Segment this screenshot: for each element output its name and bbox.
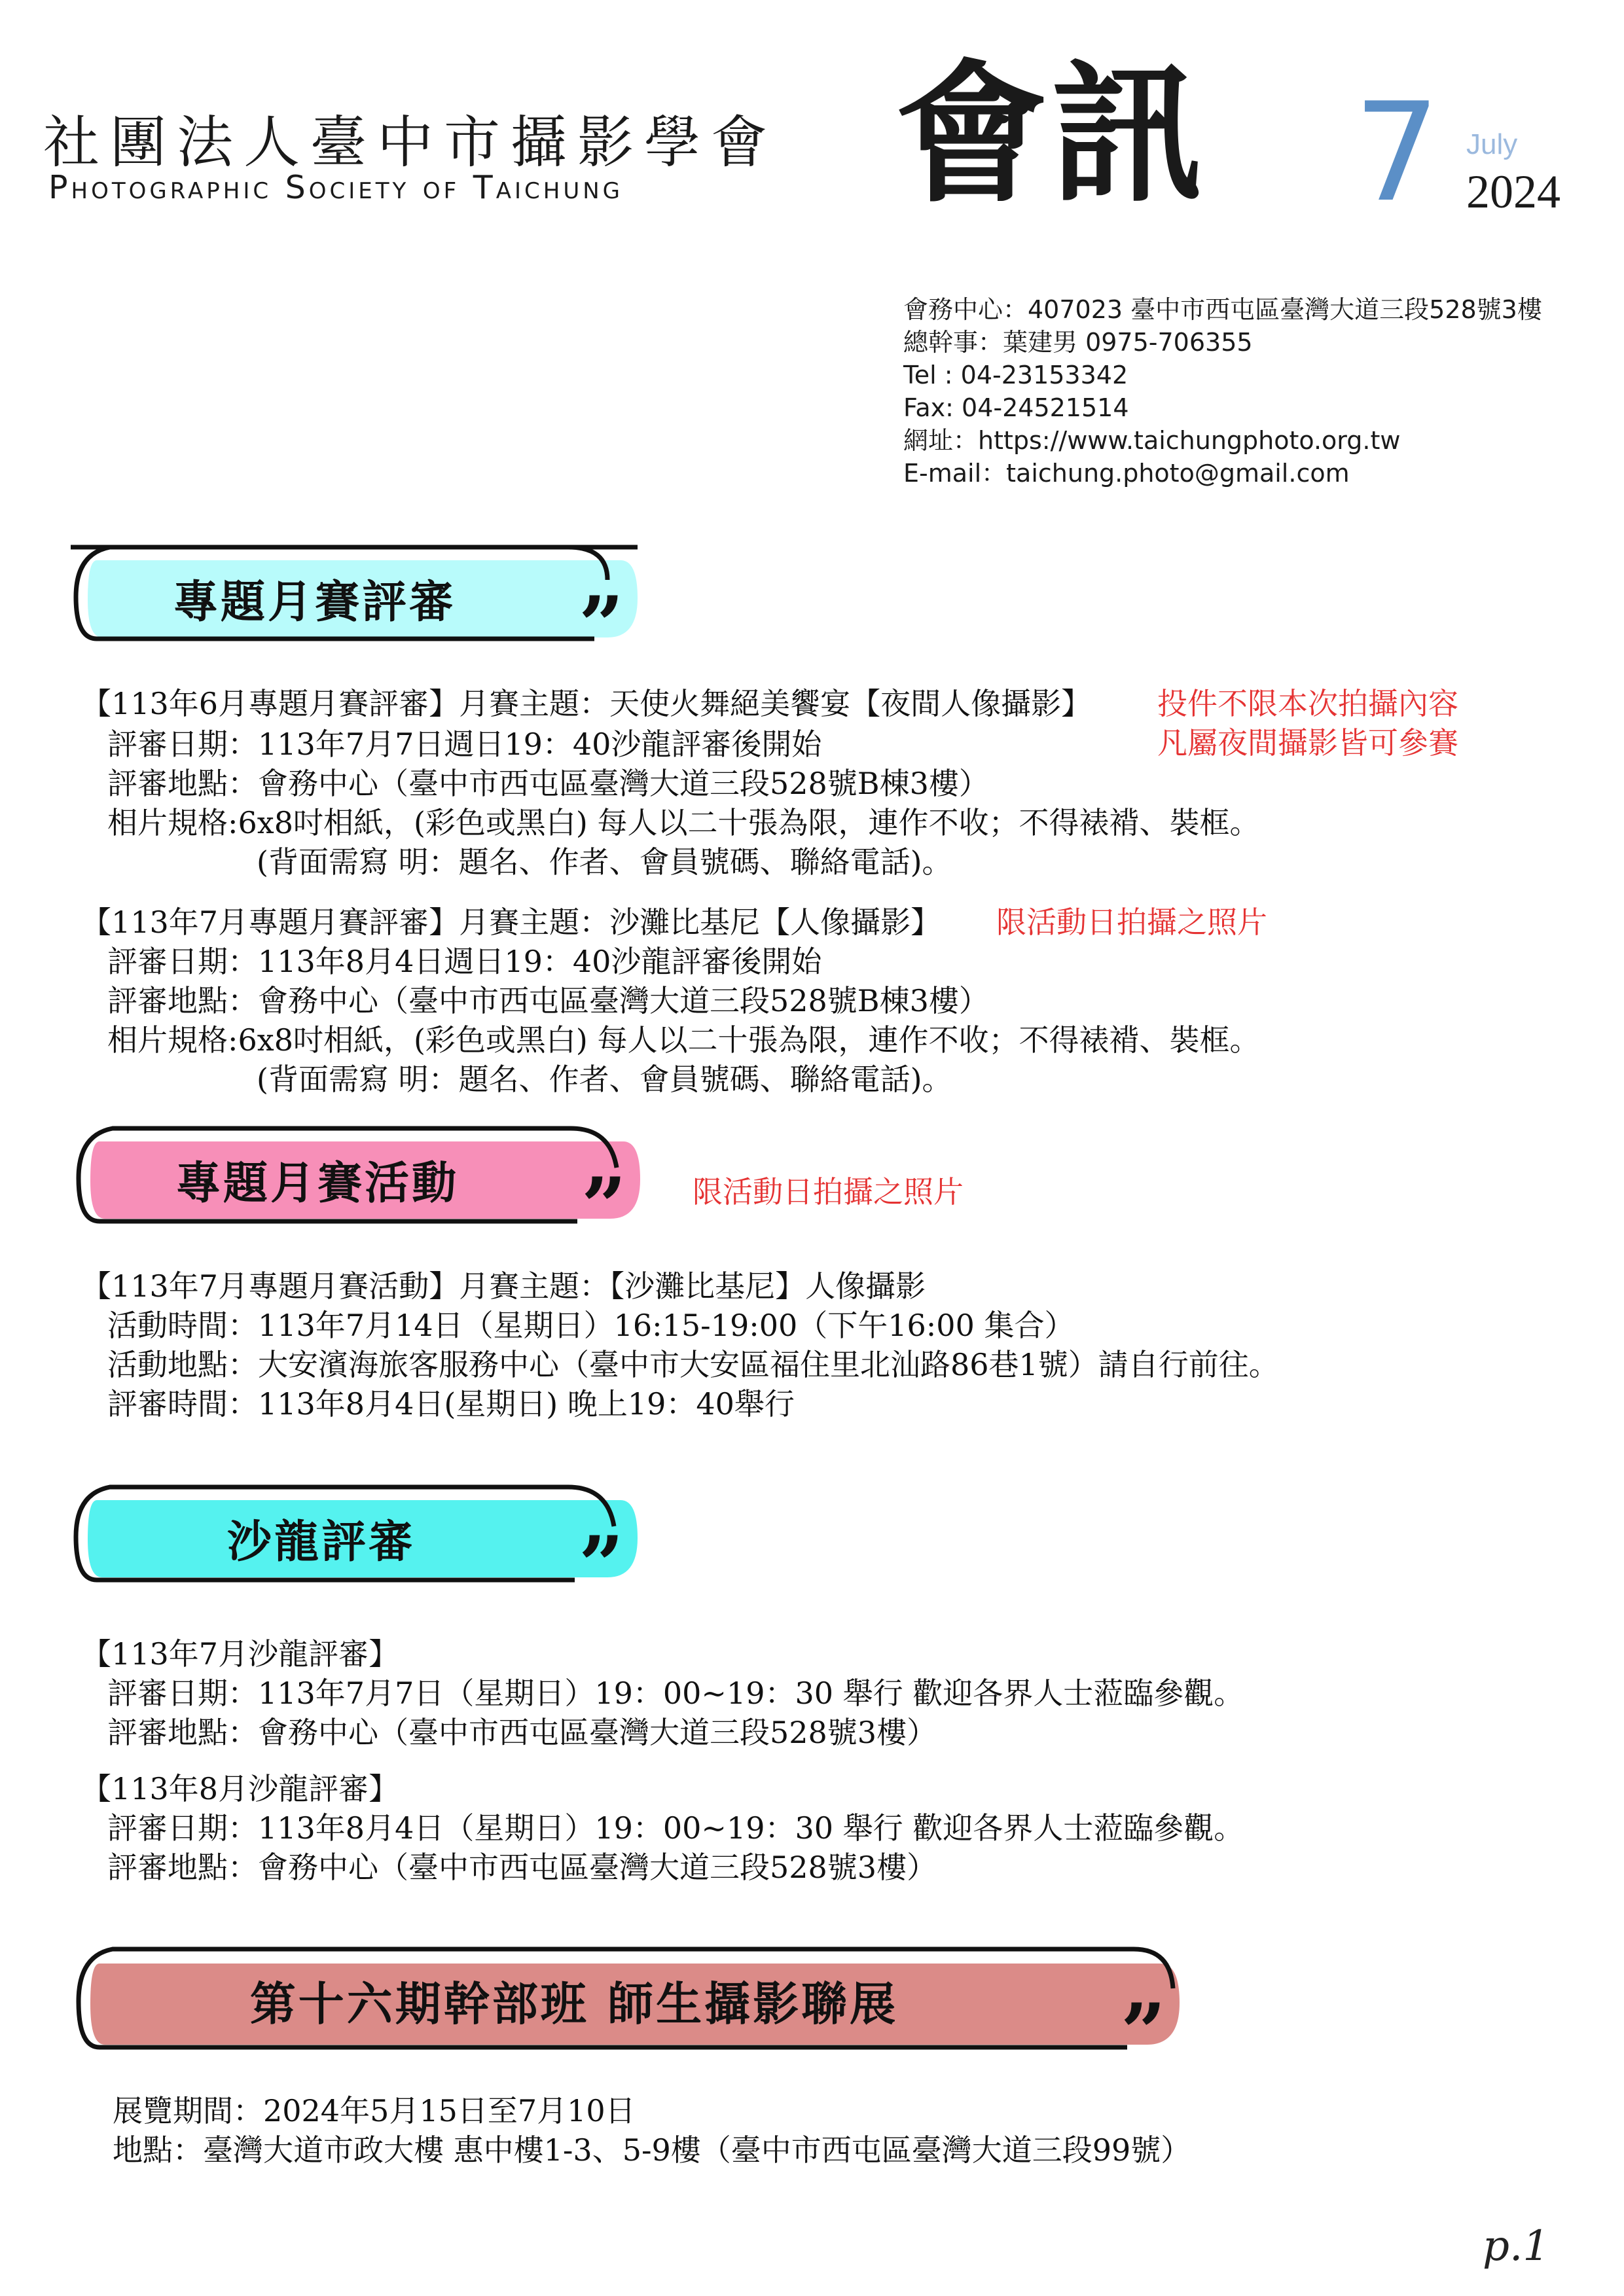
activity-note: 限活動日拍攝之照片 xyxy=(693,1174,964,1210)
website-link[interactable]: 網址：https://www.taichungphoto.org.tw xyxy=(903,426,1401,455)
salon-july-venue: 評審地點：會務中心（臺中市西屯區臺灣大道三段528號3樓） xyxy=(107,1715,937,1750)
june-photo-spec: 相片規格:6x8吋相紙，(彩色或黑白) 每人以二十張為限，連作不收；不得裱褙、裝框。 xyxy=(107,805,1260,840)
organization-name-en: Photographic Society of Taichung xyxy=(48,169,623,206)
closing-quote-icon: ” xyxy=(579,1519,624,1611)
activity-judging-time: 評審時間：113年8月4日(星期日) 晚上19：40舉行 xyxy=(107,1386,795,1422)
july-photo-spec: 相片規格:6x8吋相紙，(彩色或黑白) 每人以二十張為限，連作不收；不得裱褙、裝框。 xyxy=(107,1022,1260,1058)
activity-place: 活動地點：大安濱海旅客服務中心（臺中市大安區福住里北汕路86巷1號）請自行前往。 xyxy=(107,1347,1279,1382)
issue-year: 2024 xyxy=(1466,166,1561,218)
secretary-general: 總幹事：葉建男 0975-706355 xyxy=(903,328,1253,357)
telephone: Tel : 04-23153342 xyxy=(903,361,1128,389)
office-address: 會務中心：407023 臺中市西屯區臺灣大道三段528號3樓 xyxy=(903,295,1542,324)
july-note: 限活動日拍攝之照片 xyxy=(996,905,1267,940)
salon-july-title: 【113年7月沙龍評審】 xyxy=(81,1636,399,1672)
banner-title: 沙龍評審 xyxy=(226,1516,416,1568)
june-back-note: (背面需寫 明：題名、作者、會員號碼、聯絡電話)。 xyxy=(257,844,952,880)
newsletter-masthead: 會訊 xyxy=(895,46,1208,223)
activity-time: 活動時間：113年7月14日（星期日）16:15-19:00（下午16:00 集合） xyxy=(107,1308,1075,1343)
banner-theme-activity xyxy=(73,1122,640,1253)
closing-quote-icon: ” xyxy=(1121,1986,1166,2079)
june-note-1: 投件不限本次拍攝內容 xyxy=(1157,686,1458,721)
banner-title: 專題月賽評審 xyxy=(173,577,456,628)
issue-number: 7 xyxy=(1354,74,1441,232)
closing-quote-icon: ” xyxy=(579,579,624,672)
july-judging-venue: 評審地點：會務中心（臺中市西屯區臺灣大道三段528號B棟3樓） xyxy=(107,983,989,1018)
june-judging-title: 【113年6月專題月賽評審】月賽主題：天使火舞絕美饗宴【夜間人像攝影】 xyxy=(81,686,1092,721)
issue-month: July xyxy=(1466,128,1518,160)
contact-block xyxy=(903,293,1542,490)
banner-theme-judging xyxy=(71,541,638,672)
june-judging-venue: 評審地點：會務中心（臺中市西屯區臺灣大道三段528號B棟3樓） xyxy=(107,766,989,801)
banner-salon-judging xyxy=(71,1480,638,1611)
exhibition-period: 展覽期間：2024年5月15日至7月10日 xyxy=(113,2093,636,2128)
salon-august-date: 評審日期：113年8月4日（星期日）19：00~19：30 舉行 歡迎各界人士蒞臨參觀。 xyxy=(107,1810,1244,1846)
fax: Fax: 04-24521514 xyxy=(903,393,1129,422)
salon-august-venue: 評審地點：會務中心（臺中市西屯區臺灣大道三段528號3樓） xyxy=(107,1850,937,1885)
july-judging-title: 【113年7月專題月賽評審】月賽主題：沙灘比基尼【人像攝影】 xyxy=(81,905,941,940)
exhibition-location: 地點：臺灣大道市政大樓 惠中樓1-3、5-9樓（臺中市西屯區臺灣大道三段99號） xyxy=(113,2132,1191,2168)
page-number: p.1 xyxy=(1483,2222,1550,2270)
july-judging-date: 評審日期：113年8月4日週日19：40沙龍評審後開始 xyxy=(107,944,822,979)
banner-exhibition xyxy=(73,1943,1180,2079)
email-link[interactable]: E-mail：taichung.photo@gmail.com xyxy=(903,459,1350,488)
june-note-2: 凡屬夜間攝影皆可參賽 xyxy=(1157,725,1458,761)
salon-july-date: 評審日期：113年7月7日（星期日）19：00~19：30 舉行 歡迎各界人士蒞臨參觀。 xyxy=(107,1676,1244,1711)
organization-name-zh: 社團法人臺中市攝影學會 xyxy=(43,110,778,175)
july-back-note: (背面需寫 明：題名、作者、會員號碼、聯絡電話)。 xyxy=(257,1062,952,1097)
june-judging-date: 評審日期：113年7月7日週日19：40沙龍評審後開始 xyxy=(107,726,822,762)
closing-quote-icon: ” xyxy=(581,1160,627,1253)
activity-title: 【113年7月專題月賽活動】月賽主題：【沙灘比基尼】人像攝影 xyxy=(81,1268,926,1304)
banner-title: 第十六期幹部班 師生攝影聯展 xyxy=(249,1977,899,2031)
salon-august-title: 【113年8月沙龍評審】 xyxy=(81,1771,399,1806)
banner-title: 專題月賽活動 xyxy=(175,1158,459,1210)
